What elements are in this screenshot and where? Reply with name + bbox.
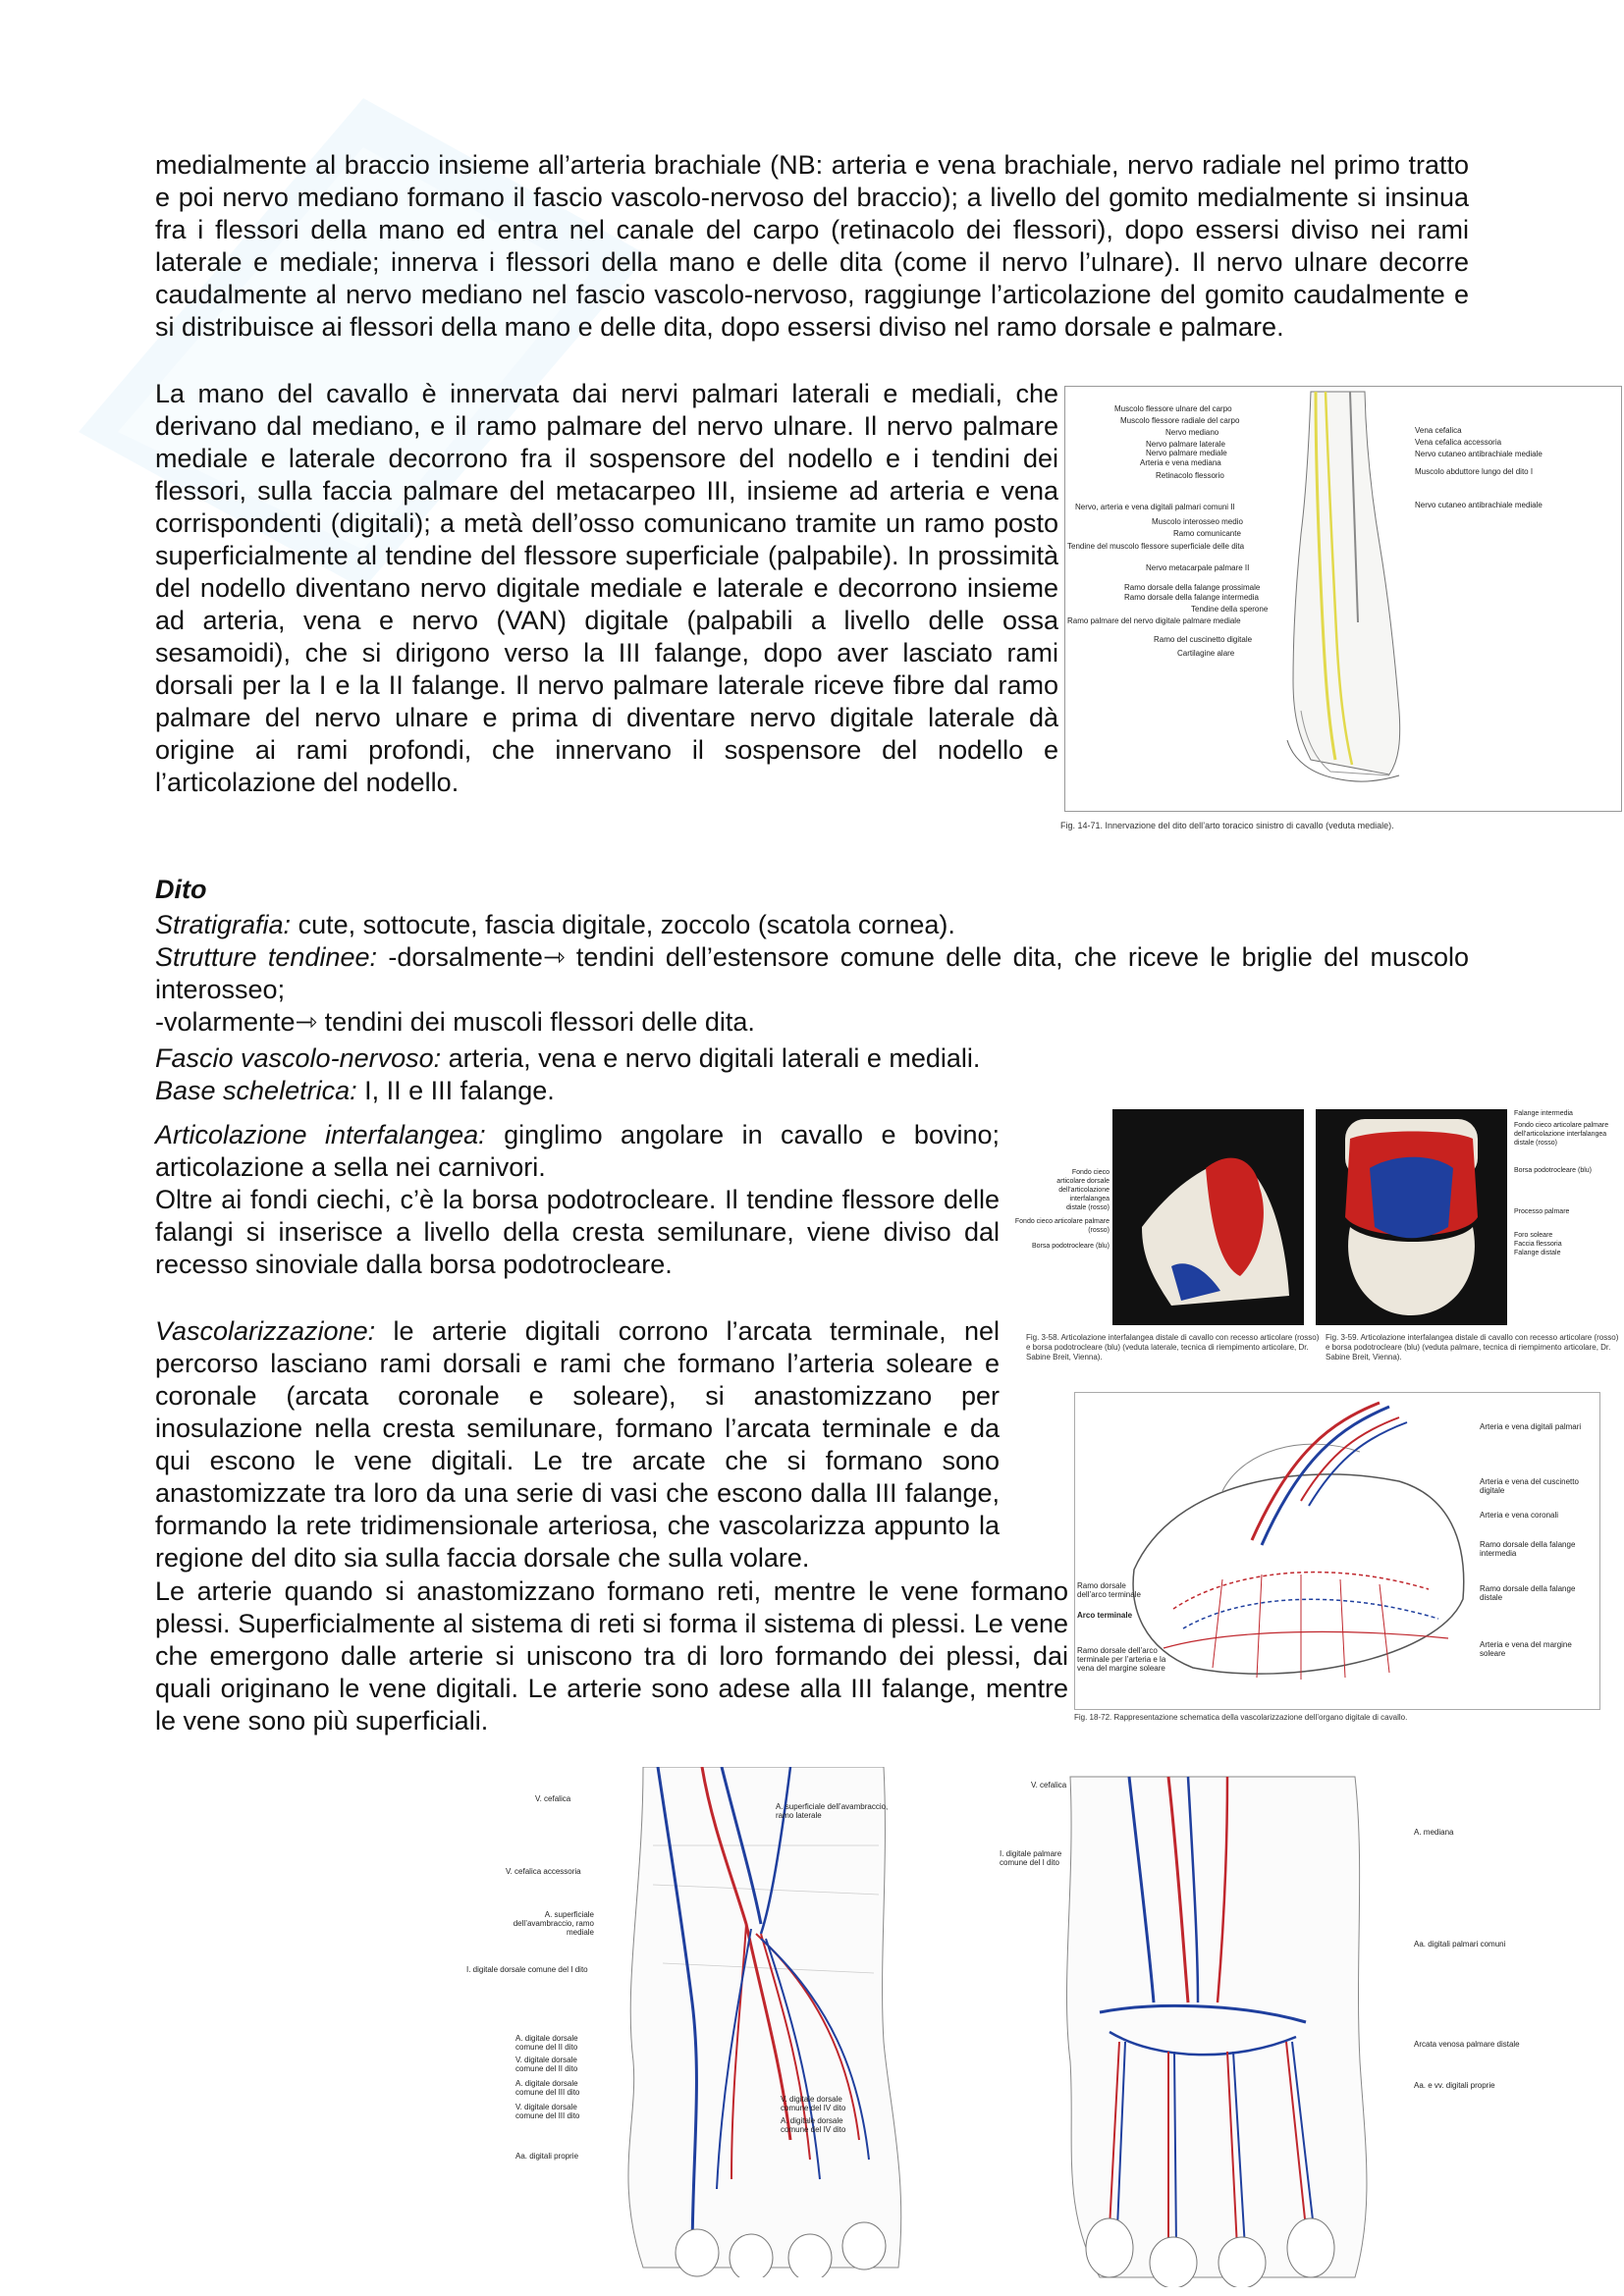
paragraph-nerves-arm (155, 149, 1469, 344)
base-label: Base scheletrica: (155, 1076, 357, 1105)
fig1-label-left-11: Nervo metacarpale palmare II (1146, 563, 1250, 572)
fig4-label-left-0: V. cefalica (535, 1794, 571, 1803)
fig4-label-right-0: A. superficiale dell’avambraccio, ramo laterale (776, 1802, 889, 1820)
fig3-label-right-4: Ramo dorsale della falange distale (1480, 1584, 1576, 1602)
fig4-label-left-3: I. digitale dorsale comune del I dito (466, 1965, 588, 1974)
fig1-caption: Fig. 14-71. Innervazione del dito dell’arto toracico sinistro di cavallo (veduta mediale). (1060, 821, 1394, 830)
vasc-label: Vascolarizzazione: (155, 1316, 376, 1346)
fig1-label-left-4: Nervo palmare mediale (1146, 449, 1227, 457)
fig1-label-right-1: Vena cefalica accessoria (1415, 438, 1502, 447)
vasc-section-top (155, 1315, 1000, 1575)
fig1-label-left-5: Arteria e vena mediana (1140, 458, 1221, 467)
fig2-label-right-0: Falange intermedia (1514, 1110, 1573, 1117)
fig3-label-right-1: Arteria e vena del cuscinetto digitale (1480, 1477, 1579, 1495)
fig2-caption-right: Fig. 3-59. Articolazione interfalangea distale di cavallo con recesso articolare (rosso) e borsa podotrocleare (blu) (veduta palmare, tecnica di riempimento articolare, Dr. Sabine Breit, Vienna). (1326, 1333, 1619, 1362)
fig5-label-right-3: Aa. e vv. digitali proprie (1414, 2081, 1495, 2090)
articolazione-text: ginglimo angolare in cavallo e bovino; articolazione a sella nei carnivori. (155, 1120, 1000, 1182)
figure-paw-palmar (982, 1767, 1610, 2287)
fig1-label-left-9: Ramo comunicante (1173, 529, 1241, 538)
fig3-label-right-5: Arteria e vena del margine soleare (1480, 1640, 1572, 1658)
fig1-label-right-2: Nervo cutaneo antibrachiale mediale (1415, 450, 1543, 458)
fig3-label-left-1: Arco terminale (1077, 1611, 1133, 1620)
fig3-label-left-0: Ramo dorsale dell’arco terminale (1077, 1581, 1141, 1599)
fig3-caption: Fig. 18-72. Rappresentazione schematica della vascolarizzazione dell’organo digitale di cavallo. (1074, 1713, 1408, 1722)
fig1-label-right-4: Nervo cutaneo antibrachiale mediale (1415, 501, 1543, 509)
fig4-label-right-1: V. digitale dorsale comune del IV dito (781, 2095, 846, 2112)
fig4-label-left-6: A. digitale dorsale comune del III dito (515, 2079, 580, 2097)
fig2-label-right-5: Faccia flessoria (1514, 1241, 1562, 1248)
fig2-label-right-6: Falange distale (1514, 1250, 1561, 1256)
fig1-label-left-16: Ramo del cuscinetto digitale (1154, 635, 1253, 644)
vasc-text: le arterie digitali corrono l’arcata terminale, nel percorso lasciano rami dorsali e rami che formano l’arteria soleare e coronale (arcata coronale e soleare), si anastomizzano per inosulazione nella cresta semilunare, formano l’arcata terminale e da qui escono le vene digitali. Le tre arcate che si formano sono anastomizzate tra loro da una serie di vasi che escono dalla III falange, formando la rete tridimensionale arteriosa, che vascolarizza appunto la regione del dito sia sulla faccia dorsale che sulla volare. (155, 1316, 1000, 1573)
fig2-caption-left: Fig. 3-58. Articolazione interfalangea distale di cavallo con recesso articolare (rosso) e borsa podotrocleare (blu) (veduta laterale, tecnica di riempimento articolare, Dr. Sabine Breit, Vienna). (1026, 1333, 1320, 1362)
fig5-label-left-0: V. cefalica (1031, 1781, 1067, 1789)
fig4-label-left-7: V. digitale dorsale comune del III dito (515, 2103, 580, 2120)
fig1-label-left-14: Tendine della sperone (1191, 605, 1269, 614)
base-line (155, 1075, 1469, 1107)
fig5-label-right-1: Aa. digitali palmari comuni (1414, 1940, 1506, 1949)
fig2-label-left-0: Fondo cieco articolare dorsale dell’articolazione interfalangea distale (rosso) (1056, 1169, 1110, 1211)
fig1-label-left-10: Tendine del muscolo flessore superficiale delle dita (1067, 542, 1245, 551)
fig1-label-left-2: Nervo mediano (1165, 428, 1219, 437)
figure-joint-photos (1001, 1109, 1620, 1384)
fascio-line (155, 1042, 1469, 1075)
fig2-label-left-1: Fondo cieco articolare palmare (rosso) (1014, 1218, 1110, 1234)
stratigrafia-text: cute, sottocute, fascia digitale, zoccolo (scatola cornea). (291, 910, 955, 939)
fig5-label-left-1: I. digitale palmare comune del I dito (1000, 1849, 1062, 1867)
articolazione-section (155, 1119, 1000, 1281)
fig3-label-right-2: Arteria e vena coronali (1480, 1511, 1559, 1520)
fig1-label-left-17: Cartilagine alare (1177, 649, 1235, 658)
para2-text: La mano del cavallo è innervata dai nervi palmari laterali e mediali, che derivano dal mediano, e il ramo palmare del nervo ulnare. Il nervo palmare mediale e laterale decorrono fra il sospensore del nodello e i tendini dei flessori, sulla faccia palmare del metacarpeo III, insieme ad arteria e vena corrispondenti (digitali); a metà dell’osso comunicano tramite un ramo posto superficialmente al tendine del flessore superficiale (palpabile). In prossimità del nodello diventano nervo digitale mediale e laterale e decorrono insieme ad arteria, vena e nervo (VAN) digitale (palpabili a livello delle ossa sesamoidi), che si dirigono verso la III falange, dopo aver lasciato rami dorsali per la I e la II falange. Il nervo palmare laterale riceve fibre dal ramo palmare del nervo ulnare e prima di diventare nervo digitale laterale dà origine ai rami profondi, che innervano il sospensore del nodello e l’articolazione del nodello. (155, 379, 1058, 797)
tendinee-text: -dorsalmente⇾ tendini dell’estensore comune delle dita, che riceve le briglie del muscolo interosseo; (155, 942, 1469, 1004)
figure-hoof-vascular (1074, 1392, 1600, 1710)
fig1-label-left-15: Ramo palmare del nervo digitale palmare mediale (1067, 616, 1241, 625)
fig2-label-left-2: Borsa podotrocleare (blu) (1032, 1243, 1110, 1250)
fig4-label-right-2: A. digitale dorsale comune del IV dito (781, 2116, 846, 2134)
fig1-label-left-1: Muscolo flessore radiale del carpo (1120, 416, 1240, 425)
fig4-label-left-8: Aa. digitali proprie (515, 2152, 579, 2161)
tendinee-line (155, 941, 1469, 1006)
fig2-label-right-2: Borsa podotrocleare (blu) (1514, 1167, 1592, 1174)
fig1-label-left-6: Retinacolo flessorio (1156, 471, 1224, 480)
fig1-label-left-12: Ramo dorsale della falange prossimale (1124, 583, 1261, 592)
fig3-label-right-3: Ramo dorsale della falange intermedia (1480, 1540, 1576, 1558)
dito-section (155, 909, 1469, 1107)
tendinee-line-2: -volarmente⇾ tendini dei muscoli flessori delle dita. (155, 1007, 755, 1037)
fig4-label-left-1: V. cefalica accessoria (506, 1867, 581, 1876)
paw-dorsal-drawing (496, 1767, 1036, 2277)
fascio-label: Fascio vascolo-nervoso: (155, 1043, 442, 1073)
fig3-label-right-0: Arteria e vena digitali palmari (1480, 1422, 1582, 1431)
figure-paw-dorsal (466, 1767, 1036, 2277)
fascio-text: arteria, vena e nervo digitali laterali e mediali. (441, 1043, 981, 1073)
base-text: I, II e III falange. (356, 1076, 555, 1105)
paw-palmar-drawing (982, 1767, 1610, 2287)
fig1-label-left-3: Nervo palmare laterale (1146, 440, 1225, 449)
articolazione-label: Articolazione interfalangea: (155, 1120, 486, 1149)
stratigrafia-label: Stratigrafia: (155, 910, 292, 939)
vasc-line (155, 1315, 1000, 1575)
fig1-label-left-13: Ramo dorsale della falange intermedia (1124, 593, 1259, 602)
fig1-label-right-3: Muscolo abduttore lungo del dito I (1415, 467, 1534, 476)
fig4-label-left-5: V. digitale dorsale comune del II dito (515, 2056, 578, 2073)
fig4-label-left-2: A. superficiale dell’avambraccio, ramo mediale (513, 1910, 594, 1937)
fig1-label-left-0: Muscolo flessore ulnare del carpo (1114, 404, 1232, 413)
fig1-label-left-8: Muscolo interosseo medio (1152, 517, 1243, 526)
vasc-section-bottom (155, 1575, 1068, 1737)
paragraph-hand-innervation (155, 378, 1058, 799)
fig2-label-right-1: Fondo cieco articolare palmare dell’articolazione interfalangea distale (rosso) (1514, 1122, 1609, 1147)
fig2-label-right-3: Processo palmare (1514, 1208, 1570, 1215)
fig1-label-right-0: Vena cefalica (1415, 426, 1462, 435)
fig4-label-left-4: A. digitale dorsale comune del II dito (515, 2034, 578, 2052)
stratigrafia-line (155, 909, 1469, 941)
articolazione-line (155, 1119, 1000, 1184)
figure-innervation (1064, 386, 1622, 812)
fondi-line: Oltre ai fondi ciechi, c’è la borsa podotrocleare. Il tendine flessore delle falangi si inserisce a livello della cresta semilunare, viene diviso dal recesso sinoviale dalla borsa podotrocleare. (155, 1185, 1000, 1279)
joint-photo-palmar (1316, 1109, 1507, 1325)
para1-text: medialmente al braccio insieme all’arteria brachiale (NB: arteria e vena brachiale, nervo radiale nel primo tratto e poi nervo mediano formano il fascio vascolo-nervoso del braccio); a livello del gomito medialmente si insinua fra i flessori della mano ed entra nel canale del carpo (retinacolo dei flessori), dopo essersi diviso nei rami laterale e mediale; innerva i flessori della mano e delle dita (come il nervo l’ulnare). Il nervo ulnare decorre caudalmente al nervo mediano nel fascio vascolo-nervoso, raggiunge l’articolazione del gomito caudalmente e si distribuisce ai flessori della mano e delle dita, dopo essersi diviso nel ramo dorsale e palmare. (155, 150, 1469, 342)
fig2-label-right-4: Foro soleare (1514, 1232, 1553, 1239)
vasc-line-2: Le arterie quando si anastomizzano formano reti, mentre le vene formano plessi. Superficialmente al sistema di reti si forma il sistema di plessi. Le vene che emergono dalle arterie si uniscono tra di loro formando dei plessi, dai quali originano le vene digitali. Le arterie sono adese alla III falange, mentre le vene sono più superficiali. (155, 1576, 1068, 1735)
joint-photo-lateral (1112, 1109, 1304, 1325)
fig5-label-right-0: A. mediana (1414, 1828, 1454, 1837)
fig5-label-right-2: Arcata venosa palmare distale (1414, 2040, 1520, 2049)
fig3-label-left-2: Ramo dorsale dell’arco terminale per l’arteria e la vena del margine soleare (1077, 1646, 1166, 1673)
section-heading-dito: Dito (155, 875, 207, 904)
tendinee-label: Strutture tendinee: (155, 942, 378, 972)
fig1-label-left-7: Nervo, arteria e vena digitali palmari comuni II (1075, 503, 1235, 511)
